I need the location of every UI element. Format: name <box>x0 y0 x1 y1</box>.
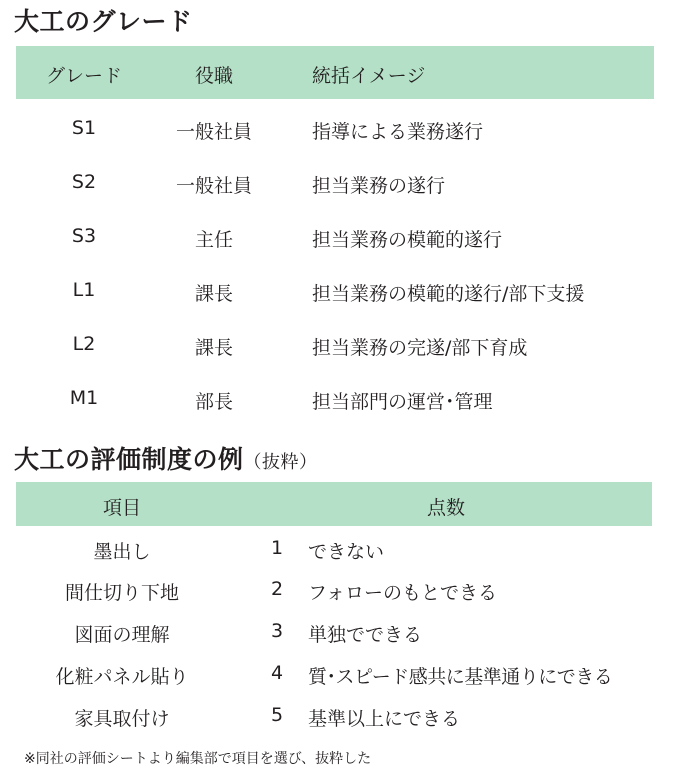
evaluation-section-title <box>14 440 318 476</box>
description-cell: 基準以上にできる <box>308 708 461 730</box>
grades-table-header <box>16 46 654 99</box>
grade-cell: S1 <box>71 117 97 139</box>
evaluation-title-note: （抜粋） <box>243 452 318 473</box>
table-row <box>0 620 675 650</box>
score-cell: 1 <box>270 537 284 559</box>
grade-cell: S3 <box>71 225 97 247</box>
evaluation-table-header <box>16 482 652 526</box>
table-row <box>0 387 675 417</box>
grade-cell: L2 <box>72 333 96 355</box>
image-cell: 担当部門の運営･管理 <box>312 391 493 413</box>
role-cell: 主任 <box>194 229 234 251</box>
image-cell: 指導による業務遂行 <box>312 121 484 143</box>
item-cell: 墨出し <box>93 541 151 563</box>
role-cell: 課長 <box>194 337 234 359</box>
role-cell: 部長 <box>194 391 234 413</box>
table-row <box>0 117 675 147</box>
table-row <box>0 578 675 608</box>
grade-cell: S2 <box>71 171 97 193</box>
score-cell: 4 <box>270 662 284 684</box>
grades-title-text: 大工のグレード <box>14 7 193 36</box>
table-row <box>0 171 675 201</box>
grades-header-image: 統括イメージ <box>312 65 426 87</box>
description-cell: 質･スピード感共に基準通りにできる <box>308 666 613 688</box>
item-cell: 間仕切り下地 <box>64 582 180 604</box>
table-row <box>0 279 675 309</box>
grade-cell: M1 <box>69 387 99 409</box>
grades-section-title <box>14 2 193 38</box>
item-cell: 化粧パネル貼り <box>55 666 189 688</box>
grades-header-grade: グレード <box>45 65 123 87</box>
image-cell: 担当業務の完遂/部下育成 <box>312 337 528 359</box>
item-cell: 家具取付け <box>74 708 170 730</box>
table-row <box>0 704 675 734</box>
description-cell: できない <box>308 541 385 563</box>
table-row <box>0 333 675 363</box>
footnote: ※同社の評価シートより編集部で項目を選び、抜粋した <box>24 751 372 767</box>
evaluation-header-item: 項目 <box>102 497 142 519</box>
item-cell: 図面の理解 <box>74 624 170 646</box>
table-row <box>0 537 675 567</box>
score-cell: 2 <box>270 578 284 600</box>
evaluation-header-score: 点数 <box>426 497 466 519</box>
image-cell: 担当業務の模範的遂行/部下支援 <box>312 283 585 305</box>
image-cell: 担当業務の遂行 <box>312 175 446 197</box>
role-cell: 一般社員 <box>175 121 253 143</box>
image-cell: 担当業務の模範的遂行 <box>312 229 503 251</box>
grades-header-role: 役職 <box>194 65 234 87</box>
score-cell: 3 <box>270 620 284 642</box>
description-cell: 単独でできる <box>308 624 423 646</box>
description-cell: フォローのもとできる <box>308 582 498 604</box>
role-cell: 課長 <box>194 283 234 305</box>
evaluation-title-text: 大工の評価制度の例 <box>14 445 244 474</box>
grade-cell: L1 <box>72 279 96 301</box>
table-row <box>0 225 675 255</box>
table-row <box>0 662 675 692</box>
score-cell: 5 <box>270 704 284 726</box>
role-cell: 一般社員 <box>175 175 253 197</box>
